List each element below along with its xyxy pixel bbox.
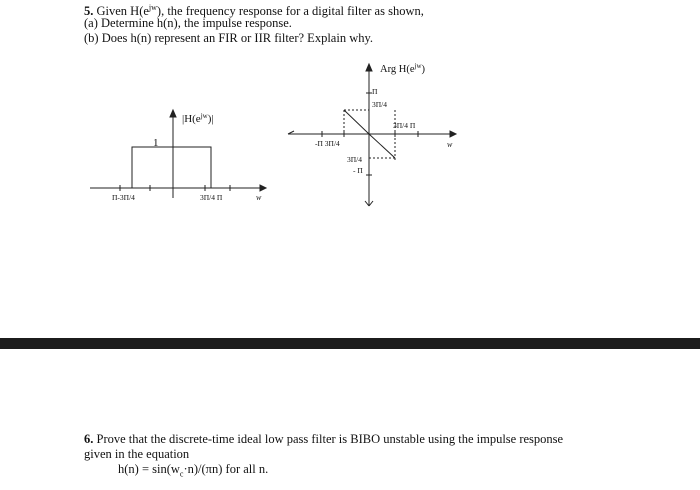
problem-5-number: 5. (84, 4, 94, 19)
problem-6-number: 6. (84, 432, 94, 446)
phase-ylabel: Arg $H(e^{jw})$ (380, 62, 426, 75)
problem-6-text: Prove that the discrete-time ideal low pass filter is BIBO unstable using the impulse response (96, 432, 564, 446)
problem-6-text2: given in the equation (84, 447, 190, 461)
phase-axis-up-arrow-icon (366, 64, 372, 71)
magnitude-right-tick-label: 3Π/4 Π (200, 193, 223, 202)
phase-axis-label: w (447, 140, 453, 149)
magnitude-ylabel: $|H(e^{jw})|$ (182, 112, 214, 125)
problem-5-intro: Given H(e (96, 4, 149, 19)
phase-neg-value-label: 3Π/4 (347, 155, 362, 164)
phase-segment-left (344, 110, 369, 134)
magnitude-left-tick-label: Π-3Π/4 (112, 193, 135, 202)
problem-5-intro-rest: ), the frequency response for a digital filter as shown, (156, 4, 424, 19)
problem-5-intro-sup: jw (148, 3, 157, 12)
problem-6-statement (84, 432, 563, 446)
problem-5-part-b: (b) Does h(n) represent an FIR or IIR filter? Explain why. (84, 31, 374, 45)
magnitude-height-label: 1 (153, 137, 159, 149)
problem-5-part-a: (a) Determine h(n), the impulse response. (84, 16, 292, 30)
page-divider (0, 338, 700, 349)
problem-6-equation: $h(n) = \sin(w_c\cdot n)/(\pi n)$ for all n. (118, 462, 269, 479)
phase-pi-label: Π (372, 87, 378, 96)
phase-w-axis-arrow-icon (450, 131, 456, 137)
phase-segment-right (369, 134, 395, 158)
magnitude-axis-label: w (256, 193, 262, 202)
phase-neg-pi-label: - Π (353, 166, 363, 175)
phase-right-tick-label: 3Π/4 Π (393, 121, 416, 130)
phase-axis-down-arrow (369, 201, 373, 206)
phase-axis-down-arrow (365, 201, 369, 206)
phase-top-value-label: 3Π/4 (372, 100, 387, 109)
phase-left-tick-label: -Π 3Π/4 (315, 139, 340, 148)
